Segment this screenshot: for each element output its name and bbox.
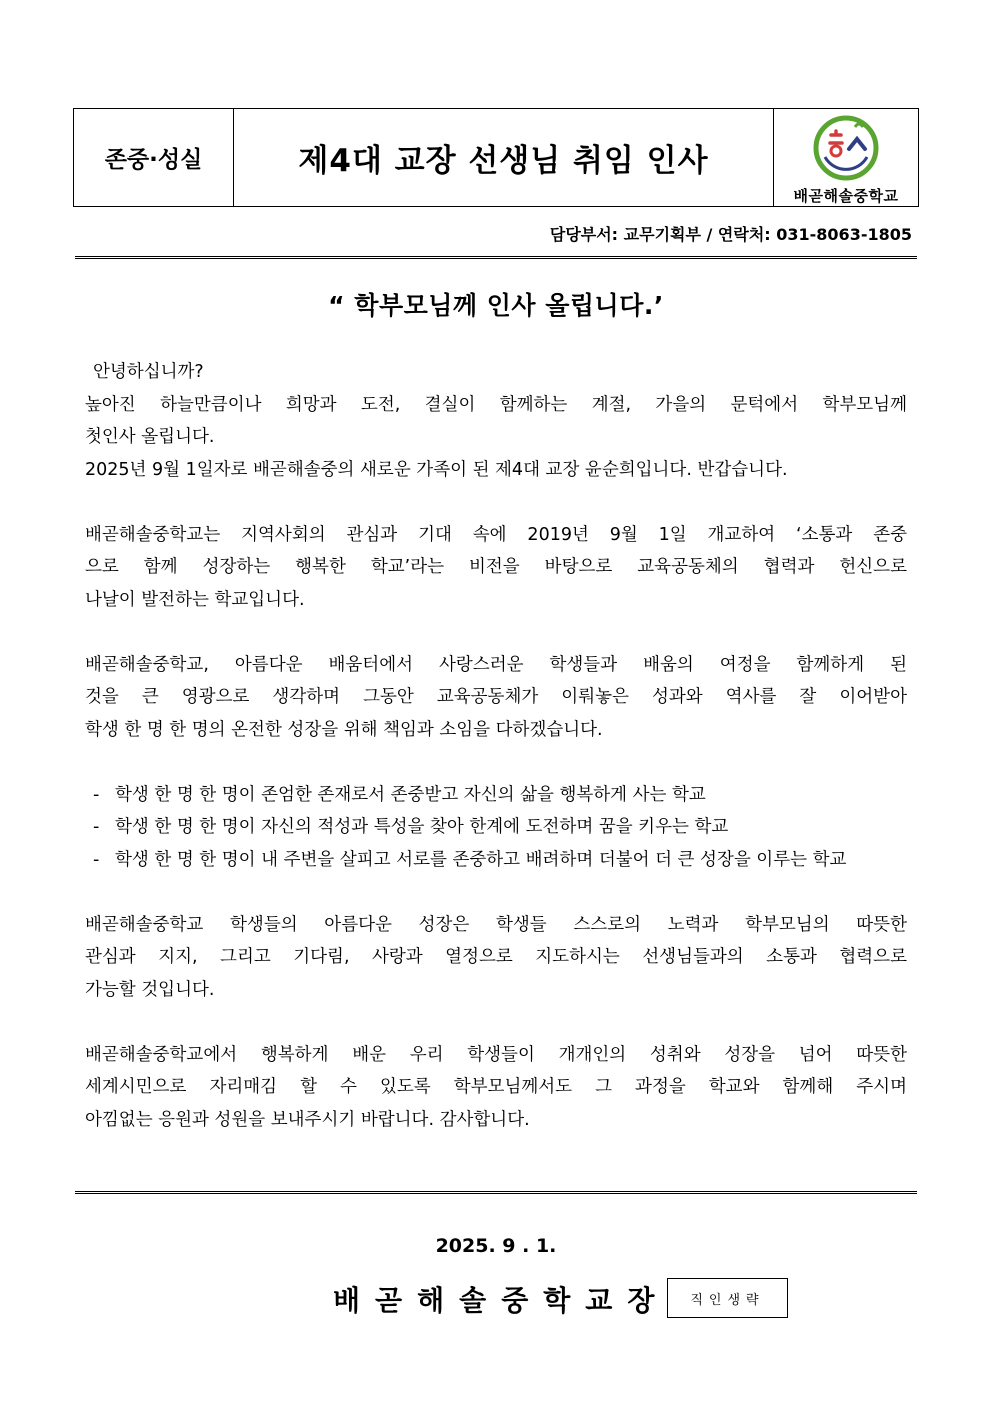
document-title: 제4대 교장 선생님 취임 인사 [234, 109, 774, 206]
list-item: - 학생 한 명 한 명이 존엄한 존재로서 존중받고 자신의 삶을 행복하게 사는 학교 [93, 784, 706, 805]
intro-paragraph [85, 356, 907, 486]
greeting: 안녕하십니까? [93, 362, 204, 382]
paragraph-line: 배곧해솔중학교 학생들의 아름다운 성장은 학생들 스스로의 노력과 학부모님의 따뜻한 [85, 914, 907, 935]
paragraph-line: 아낌없는 응원과 성원을 보내주시기 바랍니다. 감사합니다. [85, 1109, 530, 1130]
seal-omitted-box: 직인생략 [667, 1278, 788, 1318]
paragraph-line: 관심과 지지, 그리고 기다림, 사랑과 열정으로 지도하시는 선생님들과의 소통과 협력으로 [85, 947, 907, 967]
paragraph-line: 학생 한 명 한 명의 온전한 성장을 위해 책임과 소임을 다하겠습니다. [85, 719, 603, 740]
school-logo-name: 배곧해솔중학교 [793, 187, 899, 205]
document-date: 2025. 9 . 1. [435, 1235, 557, 1257]
intro-line: 첫인사 올립니다. [85, 427, 215, 447]
headline: “ 학부모님께 인사 올립니다.’ [328, 291, 664, 320]
intro-line: 높아진 하늘만큼이나 희망과 도전, 결실이 함께하는 계절, 가을의 문턱에서 학부모님께 [85, 394, 907, 415]
contact-info: 담당부서: 교무기획부 / 연락처: 031-8063-1805 [549, 225, 912, 244]
commitment-paragraph [85, 649, 907, 747]
paragraph-line: 것을 큰 영광으로 생각하며 그동안 교육공동체가 이뤄놓은 성과와 역사를 잘 이어받아 [85, 687, 907, 707]
bottom-divider [75, 1191, 917, 1194]
paragraph-line: 배곧해솔중학교에서 행복하게 배운 우리 학생들이 개개인의 성취와 성장을 넘어 따뜻한 [85, 1044, 907, 1065]
paragraph-line: 배곧해솔중학교, 아름다운 배움터에서 사랑스러운 학생들과 배움의 여정을 함께하게 된 [85, 654, 907, 675]
school-motto: 존중·성실 [74, 109, 234, 206]
intro-line: 2025년 9월 1일자로 배곧해솔중의 새로운 가족이 된 제4대 교장 윤순희입니다. 반갑습니다. [85, 459, 788, 480]
paragraph-line: 가능할 것입니다. [85, 979, 215, 1000]
letter-body [85, 356, 907, 1169]
growth-paragraph [85, 909, 907, 1007]
header-table [73, 108, 919, 207]
school-vision-paragraph [85, 519, 907, 617]
school-logo [774, 109, 918, 206]
list-item: - 학생 한 명 한 명이 내 주변을 살피고 서로를 존중하고 배려하며 더불어 더 큰 성장을 이루는 학교 [93, 849, 847, 870]
top-divider [75, 256, 917, 259]
signer-name: 배곧해솔중학교장 [333, 1284, 670, 1317]
paragraph-line: 세계시민으로 자리매김 할 수 있도록 학부모님께서도 그 과정을 학교와 함께해 주시며 [85, 1077, 907, 1097]
list-item: - 학생 한 명 한 명이 자신의 적성과 특성을 찾아 한계에 도전하며 꿈을 키우는 학교 [93, 817, 729, 837]
goals-list [85, 779, 907, 877]
school-emblem-icon [811, 113, 881, 183]
paragraph-line: 으로 함께 성장하는 행복한 학교’라는 비전을 바탕으로 교육공동체의 협력과 헌신으로 [85, 557, 907, 577]
paragraph-line: 나날이 발전하는 학교입니다. [85, 589, 305, 610]
paragraph-line: 배곧해솔중학교는 지역사회의 관심과 기대 속에 2019년 9월 1일 개교하여 ‘소통과 존중 [85, 524, 907, 545]
closing-paragraph [85, 1039, 907, 1137]
